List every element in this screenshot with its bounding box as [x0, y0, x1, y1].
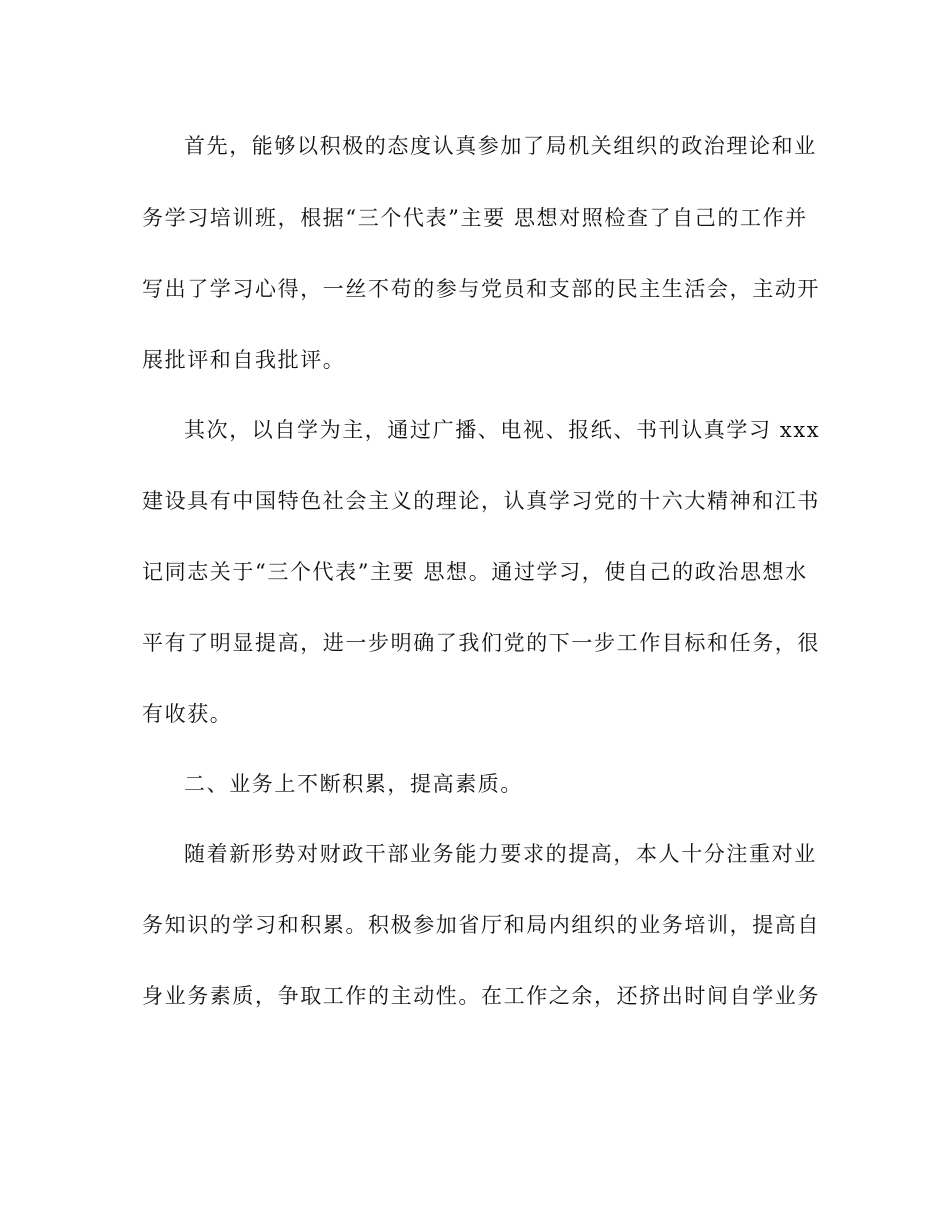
paragraph-line: 首先，能够以积极的态度认真参加了局机关组织的政治理论和业 [184, 134, 817, 158]
paragraph-line: 平有了明显提高，进一步明确了我们党的下一步工作目标和任务，很 [142, 631, 820, 655]
paragraph-line: 其次，以自学为主，通过广播、电视、报纸、书刊认真学习 xxx [184, 418, 821, 442]
paragraph-line: 写出了学习心得，一丝不苟的参与党员和支部的民主生活会，主动开 [142, 277, 820, 301]
paragraph-line: 随着新形势对财政干部业务能力要求的提高，本人十分注重对业 [184, 842, 817, 866]
paragraph-line: 建设具有中国特色社会主义的理论，认真学习党的十六大精神和江书 [142, 489, 820, 513]
paragraph-line: 身业务素质，争取工作的主动性。在工作之余，还挤出时间自学业务 [142, 984, 820, 1008]
paragraph-line: 有收获。 [142, 702, 233, 726]
section-heading: 二、业务上不断积累，提高素质。 [184, 772, 523, 796]
paragraph-line: 务学习培训班，根据“三个代表”主要 思想对照检查了自己的工作并 [142, 206, 808, 230]
paragraph-line: 务知识的学习和积累。积极参加省厅和局内组织的业务培训，提高自 [142, 913, 820, 937]
paragraph-line: 展批评和自我批评。 [142, 348, 346, 372]
paragraph-line: 记同志关于“三个代表”主要 思想。通过学习，使自己的政治思想水 [142, 560, 808, 584]
